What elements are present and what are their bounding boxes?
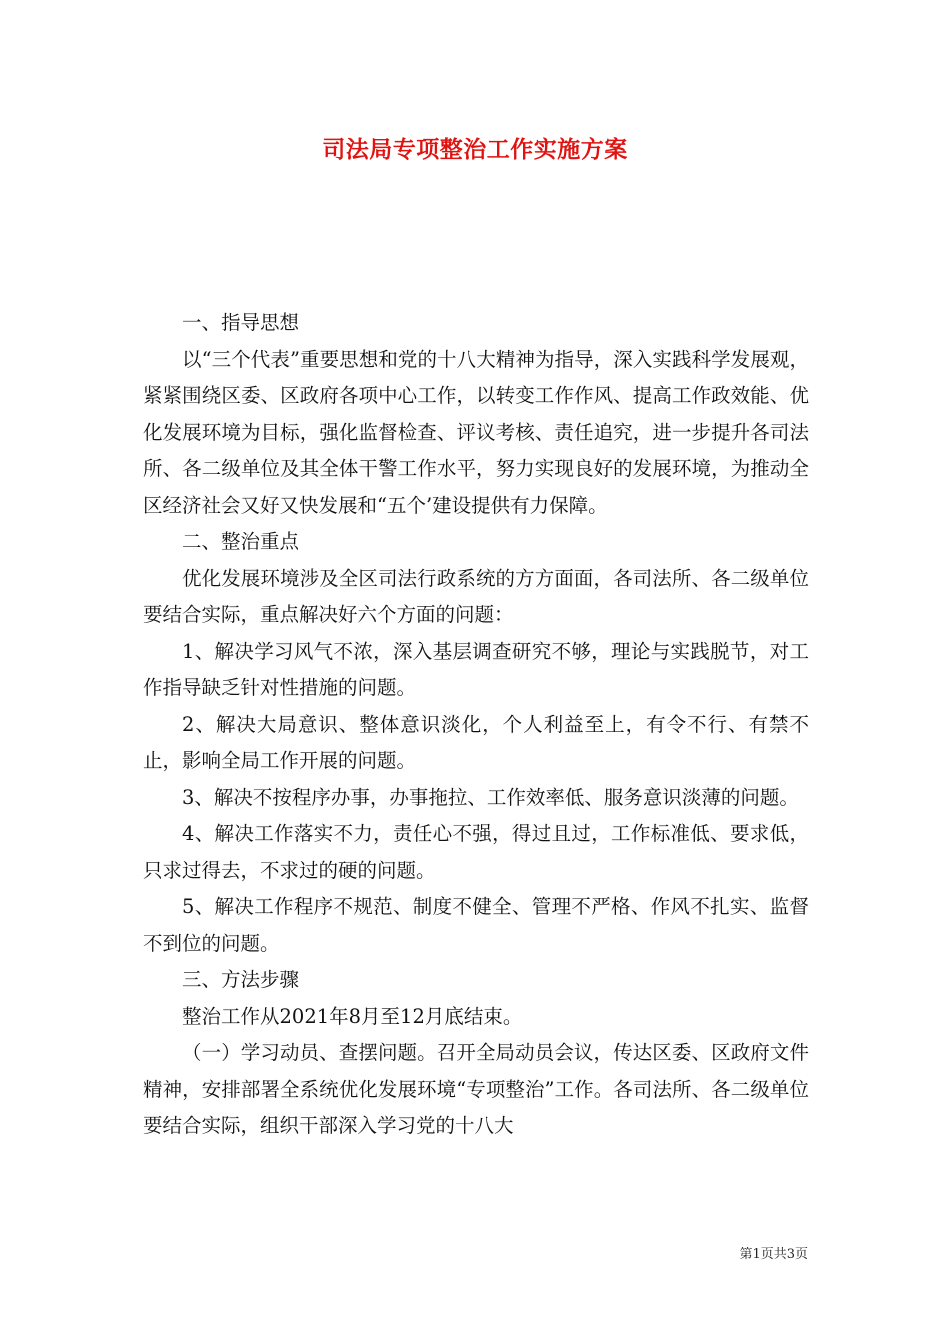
section-heading-key-issues: 二、整治重点 [182, 530, 300, 553]
list-item: 3、解决不按程序办事，办事拖拉、工作效率低、服务意识淡薄的问题。 [182, 785, 799, 809]
list-item: 5、解决工作程序不规范、制度不健全、管理不严格、作风不扎实、监督不到位的问题。 [143, 895, 809, 955]
section-heading-guiding-ideology: 一、指导思想 [182, 311, 300, 334]
list-item: 2、解决大局意识、整体意识淡化，个人利益至上，有令不行、有禁不止，影响全局工作开展的问题。 [143, 712, 809, 772]
document-body [143, 305, 809, 1145]
paragraph: 优化发展环境涉及全区司法行政系统的方方面面，各司法所、各二级单位要结合实际，重点解决好六个方面的问题： [143, 566, 809, 626]
list-item: 1、解决学习风气不浓，深入基层调查研究不够，理论与实践脱节，对工作指导缺乏针对性措施的问题。 [143, 639, 809, 699]
paragraph: （一）学习动员、查摆问题。召开全局动员会议，传达区委、区政府文件精神，安排部署全系统优化发展环境“专项整治”工作。各司法所、各二级单位要结合实际，组织干部深入学习党的十八大 [143, 1041, 809, 1137]
document-title: 司法局专项整治工作实施方案 [322, 136, 628, 163]
paragraph: 以“三个代表”重要思想和党的十八大精神为指导，深入实践科学发展观，紧紧围绕区委、区政府各项中心工作，以转变工作作风、提高工作政效能、优化发展环境为目标，强化监督检查、评议考核、责任追究，进一步提升各司法所、各二级单位及其全体干警工作水平，努力实现良好的发展环境，为推动全区经济社会又好又快发展和“五个’建设提供有力保障。 [143, 347, 809, 517]
paragraph: 整治工作从2021年8月至12月底结束。 [182, 1004, 523, 1028]
section-heading-methods: 三、方法步骤 [182, 968, 300, 991]
page-number: 第1页共3页 [739, 1247, 808, 1262]
list-item: 4、解决工作落实不力，责任心不强，得过且过，工作标准低、要求低，只求过得去，不求过的硬的问题。 [143, 822, 809, 882]
